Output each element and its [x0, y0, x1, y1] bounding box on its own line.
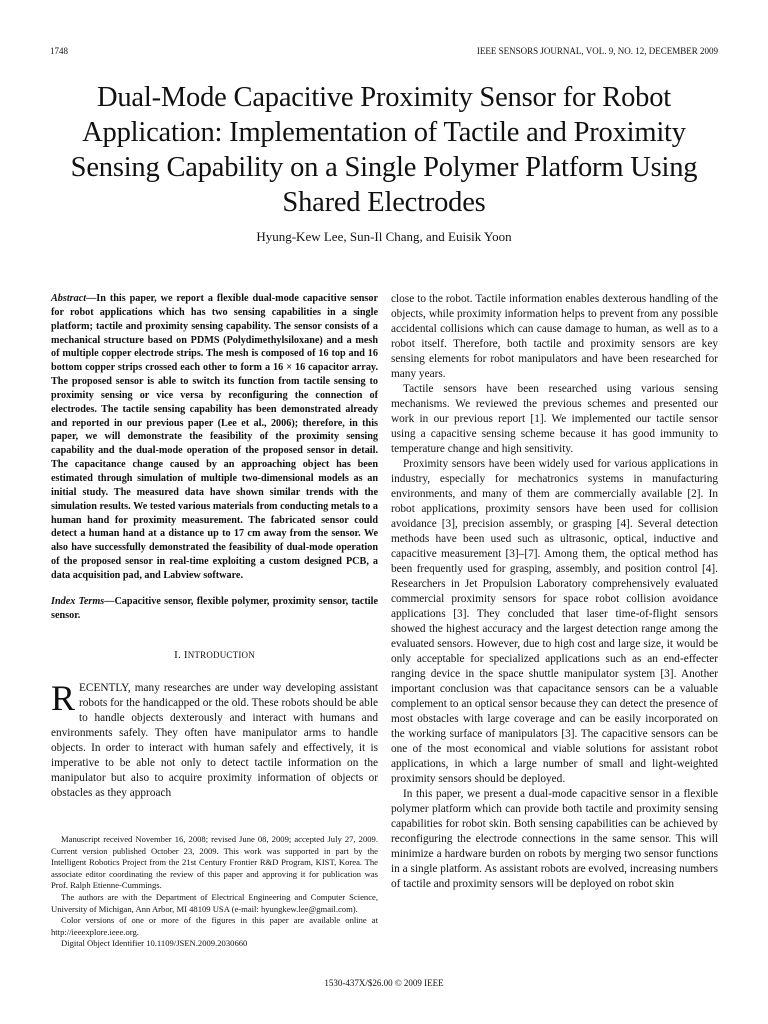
copyright-footer: 1530-437X/$26.00 © 2009 IEEE: [324, 978, 444, 988]
author-list: Hyung-Kew Lee, Sun-Il Chang, and Euisik Yoon: [256, 229, 512, 244]
right-column: [391, 292, 718, 892]
index-terms-text: —Capacitive sensor, flexible polymer, proximity sensor, tactile sensor.: [51, 595, 378, 621]
section-title-first: I: [183, 649, 188, 662]
footnote-color: Color versions of one or more of the figures in this paper are available online at http://ieeexplore.ieee.org.: [51, 915, 378, 937]
intro-paragraph-text: ECENTLY, many researches are under way developing assistant robots for the handicapped or the old. These robots should be able to handle objects dexterously and interact with humans and environments safely. They often have manipulator arms to handle objects. In order to interact with human safely and effectively, it is imperative to be able not only to detect tactile information on the manipulator but also to acquire proximity information of objects or obstacles as they approach: [51, 682, 378, 800]
section-heading-introduction: [51, 648, 378, 663]
paper-title: Dual-Mode Capacitive Proximity Sensor for Robot Application: Implementation of Tactile and Proximity Sensing Capability on a Single Polymer Platform Using Shared Electrodes: [70, 82, 698, 218]
page-number: 1748: [50, 46, 68, 56]
intro-paragraph: [51, 678, 378, 801]
footnote-affiliation: The authors are with the Department of Electrical Engineering and Computer Science, University of Michigan, Ann Arbor, MI 48109 USA (e-mail: hyungkew.lee@gmail.com).: [51, 891, 378, 914]
body-paragraph: Proximity sensors have been widely used for various applications in industry, especially for mechatronics systems in manufacturing environments, and many of them are commercially available [2]. In robot applications, proximity sensors have been used for collision avoidance [3], precision assembly, or grasping [4]. Several detection methods have been used such as ultrasonic, optical, inductive and capacitive measurement [3]–[7]. Among them, the optical method has been frequently used for grasping, assembly, and position control [4]. Researchers in Jet Propulsion Laboratory comprehensively evaluated commercial proximity sensors for space robot collision avoidance applications [3]. They concluded that laser time-of-flight sensors showed the highest accuracy and the largest detection range among the evaluated sensors. However, due to high cost and large size, it would be only acceptable for specialized applications such as an end-effecter ranging device in the space shuttle manipulator system [3]. Another important conclusion was that capacitance sensors can be a valuable complement to an optical sensor because they can detect the presence of most obstacles with large coverage and can be easily incorporated on the working surface of manipulators [3]. The capacitive sensors can be one of the most economical and viable solutions for assistant robot applications, in which a large number of small and light-weighted proximity sensors should be deployed.: [391, 458, 718, 785]
left-column: [51, 292, 378, 801]
footnote-manuscript: Manuscript received November 16, 2008; revised June 08, 2009; accepted July 27, 2009. Current version published October 23, 2009. This work was supported in part by the Intelligent Robotics Project from the 21st Century Frontier R&D Program, KIST, Korea. The associate editor coordinating the review of this paper and approving it for publication was Prof. Ralph Etienne-Cummings.: [51, 834, 378, 891]
footnote-doi: Digital Object Identifier 10.1109/JSEN.2009.2030660: [61, 938, 248, 949]
body-paragraph: close to the robot. Tactile information enables dexterous handling of the objects, while proximity information helps to prevent from any possible accidental collisions which can cause damage to human, as well as to a robot itself. Therefore, both tactile and proximity sensors are key sensing elements for robot manipulators and have been researched for many years.: [391, 293, 718, 380]
body-paragraph: Tactile sensors have been researched using various sensing mechanisms. We reviewed the previous schemes and presented our work in our previous report [1]. We implemented our tactile sensor using a capacitive sensing scheme because it has good immunity to temperature change and high sensitivity.: [391, 383, 718, 455]
journal-info: IEEE SENSORS JOURNAL, VOL. 9, NO. 12, DECEMBER 2009: [476, 46, 718, 56]
running-header: [50, 46, 718, 56]
drop-cap: R: [51, 678, 76, 719]
abstract-lead: Abstract: [51, 293, 87, 304]
section-number: I.: [174, 649, 184, 662]
abstract: [51, 292, 378, 583]
index-terms: [51, 595, 378, 623]
abstract-text: —In this paper, we report a flexible dual-mode capacitive sensor for robot applications which has two sensing capabilities in a single platform; tactile and proximity sensing capability. The sensor consists of a mechanical structure based on PDMS (Polydimethylsiloxane) and a mesh of multiple copper electrode strips. The mesh is composed of 16 top and 16 bottom copper strips crossed each other to form a 16 × 16 capacitor array. The proposed sensor is able to switch its function from tactile sensing to proximity sensing or vice versa by reconfiguring the connection of electrodes. The tactile sensing capability has been demonstrated already and reported in our previous paper (Lee et al., 2006); therefore, in this paper, we will demonstrate the feasibility of the proximity sensing capability and the dual-mode operation of the proposed sensor in detail. The capacitance change caused by an approaching object has been estimated through simulation of multiple two-dimensional models as an initial study. The measured data have shown similar trends with the simulation results. We tested various materials from conducting metals to a human hand for proximity measurement. The fabricated sensor could detect a human hand at a distance up to 17 cm away from the sensor. We also have successfully demonstrated the feasibility of dual-mode operation of the proposed sensor in real-time exploiting a custom designed PCB, a data acquisition pad, and Labview software.: [51, 293, 378, 581]
index-terms-lead: Index Terms: [51, 595, 105, 607]
footnotes: [51, 834, 378, 950]
body-paragraph: In this paper, we present a dual-mode capacitive sensor in a flexible polymer platform which can provide both tactile and proximity sensing capabilities for robot skin. Both sensing capabilities can be achieved by reconfiguring the electrode connections in the same sensor. This will minimize a hardware burden on robots by merging two sensor functions in a single platform. As assistant robots are evolved, increasing numbers of tactile and proximity sensors will be deployed on robot skin: [391, 788, 718, 890]
section-title-rest: NTRODUCTION: [187, 650, 255, 661]
